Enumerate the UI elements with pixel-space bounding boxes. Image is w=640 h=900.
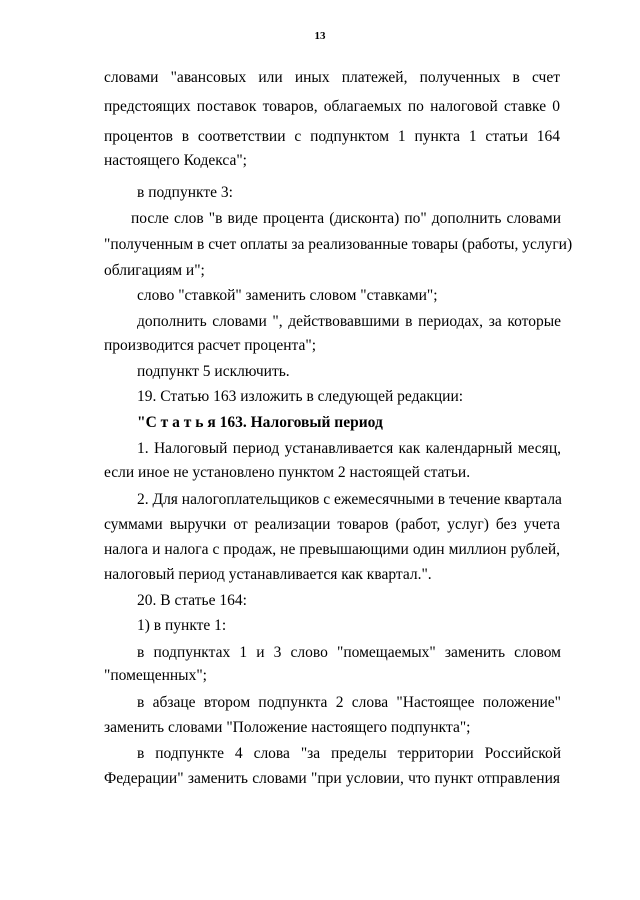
text-line-9: слово "ставкой" заменить словом "ставками"; — [137, 287, 438, 304]
text-line-5: в подпункте 3: — [137, 184, 233, 201]
text-line-26: заменить словами "Положение настоящего подпункта"; — [104, 719, 471, 736]
text-line-19: налога и налога с продаж, не превышающими один миллион рублей, — [104, 541, 560, 558]
text-line-1: словами "авансовых или иных платежей, полученных в счет — [104, 69, 560, 86]
text-line-16: если иное не установлено пунктом 2 настоящей статьи. — [104, 464, 471, 481]
text-line-10: дополнить словами ", действовавшими в периодах, за которые — [137, 313, 561, 330]
text-line-21: 20. В статье 164: — [137, 592, 247, 609]
page-number: 13 — [314, 30, 326, 42]
text-line-15: 1. Налоговый период устанавливается как календарный месяц, — [137, 440, 561, 457]
text-line-20: налоговый период устанавливается как квартал.". — [104, 566, 432, 583]
text-line-22: 1) в пункте 1: — [137, 617, 227, 634]
text-line-23: в подпунктах 1 и 3 слово "помещаемых" заменить словом — [137, 644, 561, 661]
text-line-27: в подпункте 4 слова "за пределы территории Российской — [137, 745, 561, 762]
text-line-8: облигациям и"; — [104, 262, 205, 279]
text-line-4: настоящего Кодекса"; — [104, 152, 247, 169]
text-line-2: предстоящих поставок товаров, облагаемых по налоговой ставке 0 — [104, 98, 560, 115]
text-line-7: "полученным в счет оплаты за реализованные товары (работы, услуги) — [104, 236, 573, 253]
text-line-17: 2. Для налогоплательщиков с ежемесячными в течение квартала — [137, 491, 562, 508]
text-line-18: суммами выручки от реализации товаров (работ, услуг) без учета — [104, 516, 560, 533]
article-heading: "С т а т ь я 163. Налоговый период — [137, 414, 383, 431]
text-line-12: подпункт 5 исключить. — [137, 363, 290, 380]
text-line-25: в абзаце втором подпункта 2 слова "Настоящее положение" — [137, 694, 561, 711]
text-line-6: после слов "в виде процента (дисконта) по" дополнить словами — [131, 210, 561, 227]
text-line-3: процентов в соответствии с подпунктом 1 пункта 1 статьи 164 — [104, 128, 560, 145]
text-line-28: Федерации" заменить словами "при условии, что пункт отправления — [104, 770, 560, 787]
text-line-11: производится расчет процента"; — [104, 337, 317, 354]
text-line-13: 19. Статью 163 изложить в следующей редакции: — [137, 388, 464, 405]
text-line-24: "помещенных"; — [104, 667, 207, 684]
